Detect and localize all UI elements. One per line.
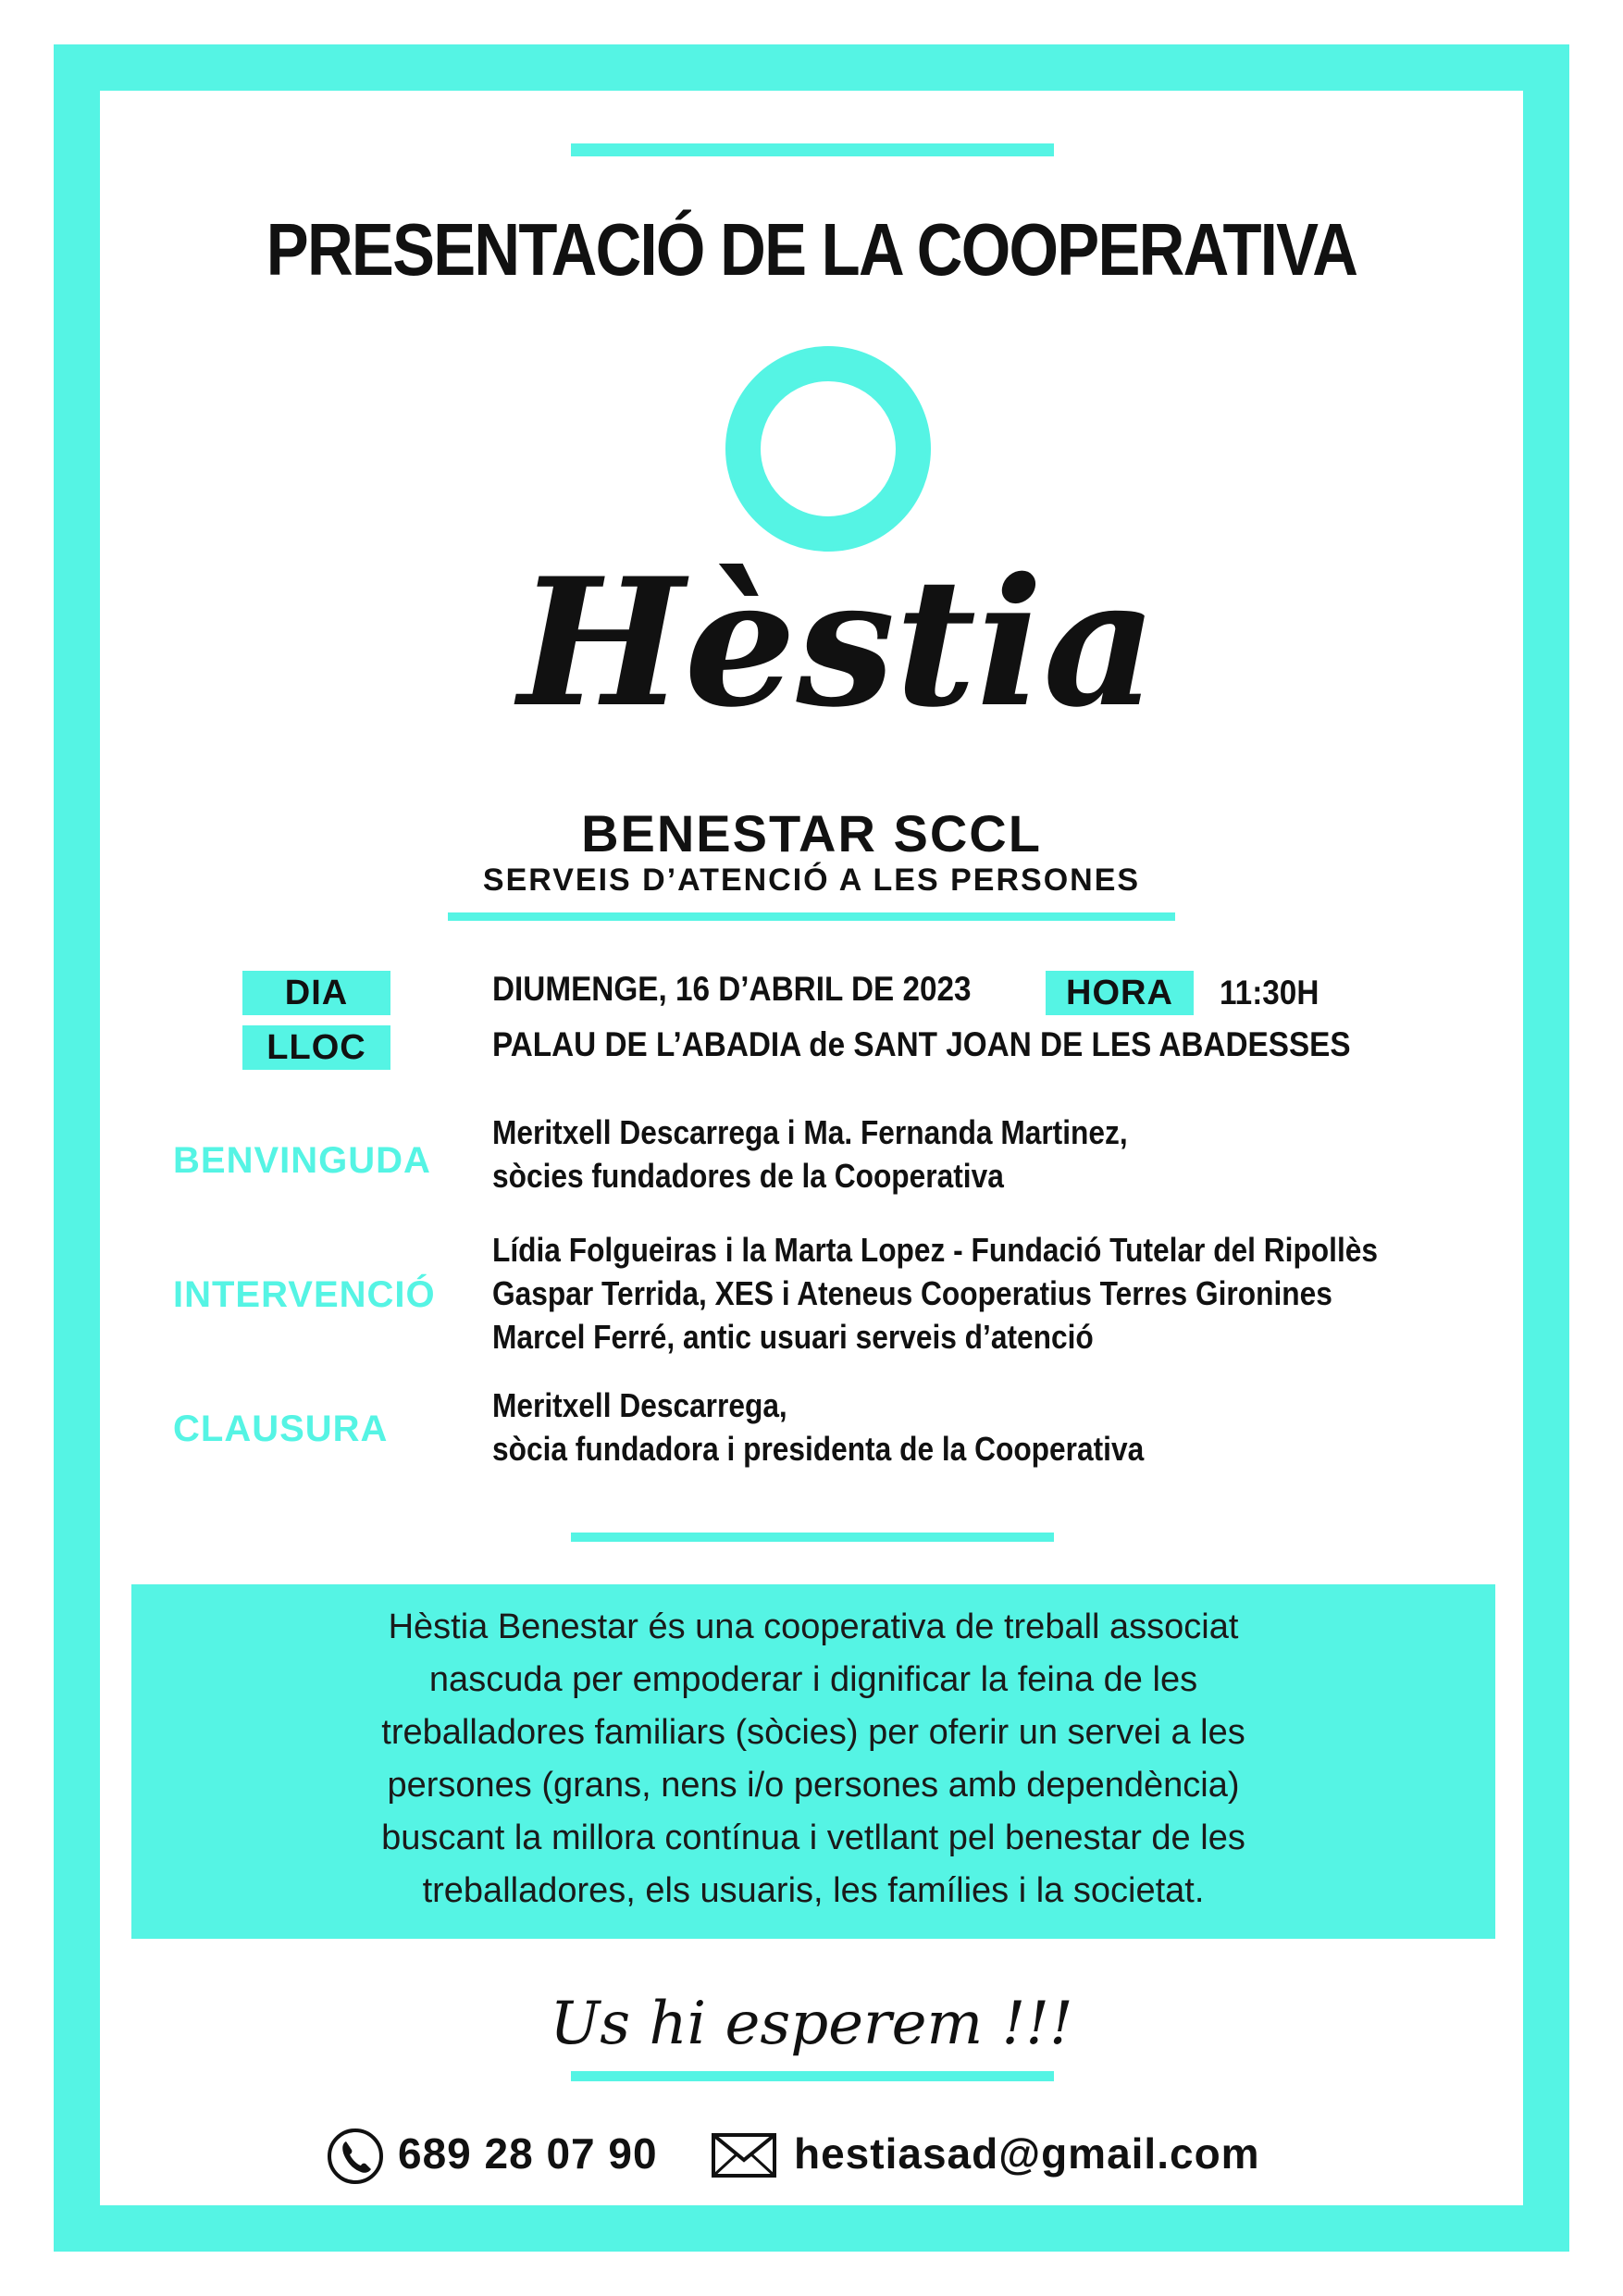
- description-line: treballadores, els usuaris, les famílies i la societat.: [422, 1871, 1205, 1910]
- talk-line: Lídia Folgueiras i la Marta Lopez - Fundació Tutelar del Ripollès: [492, 1231, 1378, 1269]
- description-line: persones (grans, nens i/o persones amb dependència): [387, 1766, 1240, 1805]
- welcome-speakers: [492, 1111, 1128, 1198]
- top-divider: [571, 143, 1054, 156]
- welcome-line: Meritxell Descarrega i Ma. Fernanda Martinez,: [492, 1113, 1128, 1151]
- time-value: 11:30H: [1220, 974, 1319, 1011]
- welcome-label: BENVINGUDA: [173, 1140, 431, 1181]
- talks-speakers: [492, 1228, 1378, 1359]
- talks-label: INTERVENCIÓ: [173, 1274, 436, 1315]
- talk-line: Marcel Ferré, antic usuari serveis d’atenció: [492, 1318, 1094, 1356]
- email-address: hestiasad@gmail.com: [794, 2129, 1260, 2178]
- description-line: treballadores familiars (sòcies) per oferir un servei a les: [381, 1713, 1245, 1752]
- welcome-line: sòcies fundadores de la Cooperativa: [492, 1157, 1004, 1195]
- logo-wordmark: Hèstia: [518, 540, 1158, 746]
- place-value: PALAU DE L’ABADIA de SANT JOAN DE LES ABADESSES: [492, 1025, 1351, 1063]
- description-line: nascuda per empoderar i dignificar la feina de les: [428, 1660, 1198, 1699]
- brand-tagline: SERVEIS D’ATENCIÓ A LES PERSONES: [482, 863, 1141, 898]
- logo-divider: [448, 912, 1175, 921]
- time-label: HORA: [1046, 971, 1194, 1015]
- description-line: Hèstia Benestar és una cooperativa de treball associat: [388, 1607, 1239, 1646]
- closing-line: Meritxell Descarrega,: [492, 1386, 787, 1424]
- description-box: [131, 1584, 1495, 1939]
- day-value: DIUMENGE, 16 D’ABRIL DE 2023: [492, 970, 972, 1008]
- closing-line: sòcia fundadora i presidenta de la Cooperativa: [492, 1430, 1145, 1468]
- closing-speaker: [492, 1384, 1144, 1471]
- closing-message: Us hi esperem !!!: [550, 1990, 1073, 2058]
- brush-ring-logo: [717, 338, 939, 560]
- phone-number: 689 28 07 90: [398, 2129, 658, 2178]
- page-title: PRESENTACIÓ DE LA COOPERATIVA: [266, 208, 1357, 291]
- closing-divider: [571, 2071, 1054, 2081]
- brand-name: BENESTAR SCCL: [581, 804, 1042, 863]
- phone-icon: [326, 2127, 385, 2186]
- day-label: DIA: [242, 971, 390, 1015]
- talk-line: Gaspar Terrida, XES i Ateneus Cooperatius Terres Gironines: [492, 1274, 1332, 1312]
- description-line: buscant la millora contínua i vetllant pel benestar de les: [381, 1818, 1245, 1857]
- program-divider: [571, 1533, 1054, 1542]
- place-label: LLOC: [242, 1025, 390, 1070]
- closing-label: CLAUSURA: [173, 1409, 389, 1449]
- mail-icon: [711, 2132, 777, 2178]
